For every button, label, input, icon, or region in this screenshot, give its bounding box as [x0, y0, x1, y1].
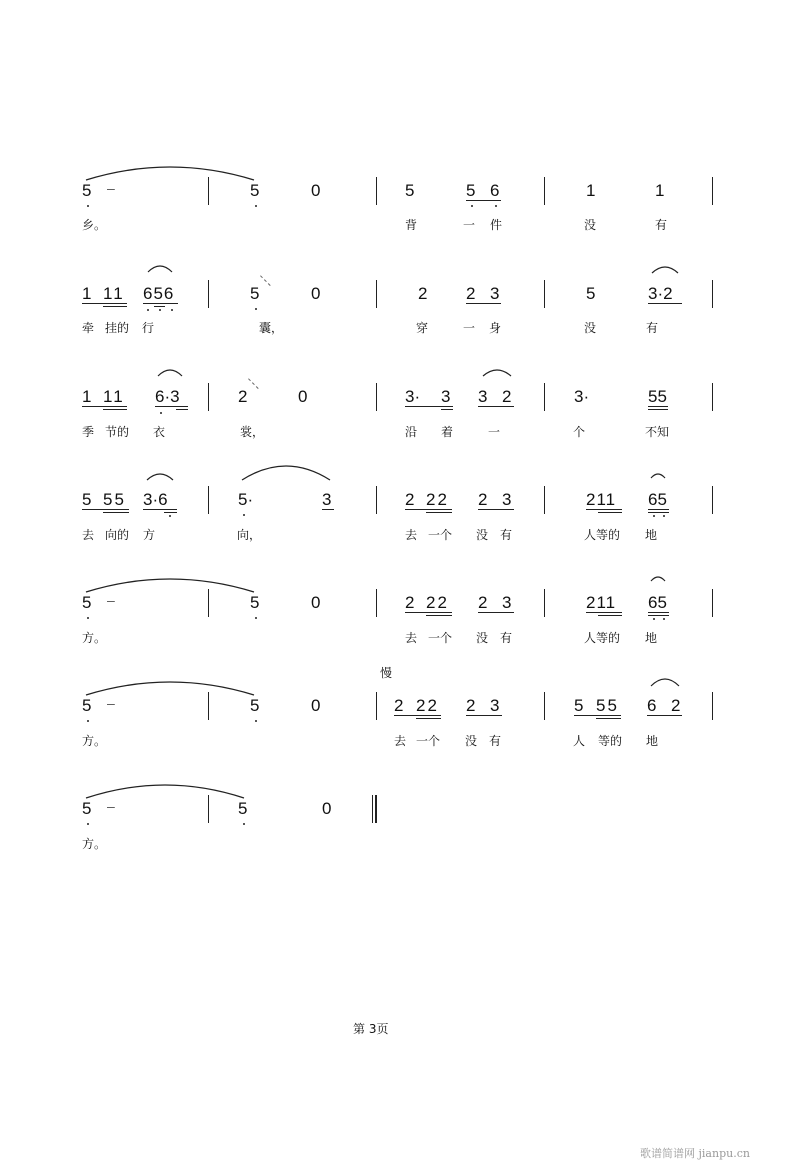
note: 5	[250, 593, 260, 612]
underline	[466, 303, 501, 304]
lyric: 个	[573, 425, 586, 439]
barline	[208, 383, 209, 411]
underline	[426, 512, 452, 513]
underline	[648, 409, 668, 410]
rest: 0	[311, 181, 321, 200]
lyric: 有	[489, 734, 502, 748]
note: 65	[648, 593, 667, 612]
lyric: 人等的	[584, 528, 621, 542]
low-octave-dot	[169, 515, 171, 517]
barline	[208, 692, 209, 720]
final-barline	[372, 795, 377, 823]
barline	[712, 280, 713, 308]
underline	[647, 715, 682, 716]
barline	[208, 795, 209, 823]
lyric: 有	[655, 218, 668, 232]
underline	[416, 718, 441, 719]
underline	[598, 512, 622, 513]
note: 2	[405, 490, 415, 509]
note: 5	[405, 181, 415, 200]
slur	[240, 460, 332, 482]
underline	[574, 715, 621, 716]
low-octave-dot	[87, 823, 89, 825]
lyric: 衣	[153, 425, 166, 439]
lyric: 一	[463, 218, 476, 232]
note: 2	[466, 696, 476, 715]
underline	[405, 509, 452, 510]
underline	[164, 512, 177, 513]
note: 55	[103, 490, 126, 509]
note: 3	[322, 490, 332, 509]
lyric: 没	[584, 321, 597, 335]
underline	[466, 200, 501, 201]
underline	[596, 718, 621, 719]
barline	[712, 177, 713, 205]
lyric: 没	[465, 734, 478, 748]
barline	[544, 486, 545, 514]
note: 3	[502, 490, 512, 509]
slur	[650, 470, 666, 480]
lyric: 有	[500, 631, 513, 645]
lyric: 着	[441, 425, 454, 439]
note: 1	[82, 387, 92, 406]
barline	[376, 589, 377, 617]
watermark: 歌谱简谱网 jianpu.cn	[640, 1147, 750, 1160]
lyric: 一	[463, 321, 476, 335]
underline	[82, 406, 127, 407]
low-octave-dot	[147, 309, 149, 311]
lyric: 去	[405, 631, 418, 645]
lyric: 节的	[105, 425, 130, 439]
slur	[146, 470, 174, 482]
lyric: 去	[394, 734, 407, 748]
lyric: 等的	[598, 734, 623, 748]
note: 5	[82, 593, 92, 612]
low-octave-dot	[255, 308, 257, 310]
underline	[154, 306, 165, 307]
note: 22	[426, 490, 449, 509]
note: 1	[82, 284, 92, 303]
barline	[544, 692, 545, 720]
low-octave-dot	[160, 412, 162, 414]
note: 1	[655, 181, 665, 200]
underline	[648, 615, 669, 616]
lyric: 向的	[105, 528, 130, 542]
low-octave-dot	[243, 514, 245, 516]
lyric: 牵	[82, 321, 95, 335]
note: 11	[103, 387, 125, 406]
note: 2	[502, 387, 512, 406]
underline	[586, 509, 622, 510]
low-octave-dot	[663, 618, 665, 620]
barline	[376, 486, 377, 514]
note: 1	[586, 181, 596, 200]
dash: –	[107, 592, 115, 608]
low-octave-dot	[653, 618, 655, 620]
note: 5	[586, 284, 596, 303]
barline	[376, 383, 377, 411]
lyric: 向，	[237, 528, 262, 542]
underline	[441, 409, 453, 410]
note: 3	[490, 696, 500, 715]
lyric: 方。	[82, 837, 107, 851]
barline	[208, 486, 209, 514]
slur	[84, 778, 246, 800]
low-octave-dot	[87, 205, 89, 207]
note: 211	[586, 593, 617, 612]
note: 55	[596, 696, 619, 715]
underline	[82, 509, 129, 510]
low-octave-dot	[171, 309, 173, 311]
note: 2	[478, 593, 488, 612]
barline	[544, 177, 545, 205]
slur	[482, 366, 512, 378]
rest: 0	[311, 696, 321, 715]
low-octave-dot	[87, 617, 89, 619]
slur	[650, 674, 680, 688]
underline	[143, 509, 177, 510]
slur	[650, 573, 666, 583]
slur	[84, 160, 256, 182]
barline	[712, 589, 713, 617]
note: 2	[478, 490, 488, 509]
barline	[712, 486, 713, 514]
lyric: 没	[476, 528, 489, 542]
underline	[82, 303, 127, 304]
note: 2	[405, 593, 415, 612]
low-octave-dot	[653, 515, 655, 517]
note: 5	[82, 799, 92, 818]
note: 5	[574, 696, 584, 715]
note: 22	[416, 696, 439, 715]
lyric: 一个	[416, 734, 441, 748]
note: 22	[426, 593, 449, 612]
underline	[143, 303, 178, 304]
barline	[544, 383, 545, 411]
lyric: 方。	[82, 734, 107, 748]
dash: –	[107, 180, 115, 196]
slur	[84, 675, 256, 697]
lyric: 地	[646, 734, 659, 748]
barline	[712, 383, 713, 411]
lyric: 方	[143, 528, 156, 542]
dash: –	[107, 798, 115, 814]
tie-mark	[259, 275, 270, 286]
lyric: 乡。	[82, 218, 107, 232]
lyric: 囊，	[259, 321, 284, 335]
note: 3	[441, 387, 451, 406]
note: 3·6	[143, 490, 168, 509]
underline	[426, 615, 452, 616]
lyric: 人	[573, 734, 586, 748]
rest: 0	[311, 284, 321, 303]
low-octave-dot	[471, 205, 473, 207]
low-octave-dot	[495, 205, 497, 207]
underline	[155, 406, 188, 407]
underline	[176, 409, 188, 410]
barline	[712, 692, 713, 720]
page-number: 第 3页	[353, 1022, 389, 1036]
lyric: 件	[490, 218, 503, 232]
underline	[586, 612, 622, 613]
barline	[376, 177, 377, 205]
note: 2	[671, 696, 681, 715]
underline	[405, 406, 453, 407]
low-octave-dot	[255, 205, 257, 207]
lyric: 没	[476, 631, 489, 645]
lyric: 裳，	[240, 425, 265, 439]
lyric: 地	[645, 528, 658, 542]
note: 65	[648, 490, 667, 509]
slur	[84, 572, 256, 594]
note: 5	[250, 181, 260, 200]
lyric: 没	[584, 218, 597, 232]
lyric: 行	[142, 321, 155, 335]
barline	[544, 280, 545, 308]
note: 3	[478, 387, 488, 406]
low-octave-dot	[159, 309, 161, 311]
underline	[394, 715, 441, 716]
underline	[648, 303, 682, 304]
note: 3·	[405, 387, 421, 406]
note: 2	[466, 284, 476, 303]
lyric: 季	[82, 425, 95, 439]
underline	[648, 509, 669, 510]
underline	[648, 612, 669, 613]
barline	[544, 589, 545, 617]
low-octave-dot	[255, 617, 257, 619]
underline	[103, 306, 127, 307]
note: 211	[586, 490, 617, 509]
note: 656	[143, 284, 175, 303]
lyric: 一个	[428, 528, 453, 542]
note: 5	[82, 490, 92, 509]
dash: –	[107, 695, 115, 711]
lyric: 穿	[416, 321, 429, 335]
note: 2	[238, 387, 248, 406]
lyric: 方。	[82, 631, 107, 645]
lyric: 沿	[405, 425, 418, 439]
underline	[598, 615, 622, 616]
tempo-marking: 慢	[380, 666, 393, 680]
lyric: 去	[82, 528, 95, 542]
note: 6·3	[155, 387, 180, 406]
low-octave-dot	[255, 720, 257, 722]
barline	[376, 280, 377, 308]
slur	[651, 263, 679, 275]
rest: 0	[311, 593, 321, 612]
note: 5·	[238, 490, 254, 509]
lyric: 一个	[428, 631, 453, 645]
rest: 0	[322, 799, 332, 818]
lyric: 有	[500, 528, 513, 542]
note: 3	[490, 284, 500, 303]
note: 5	[238, 799, 248, 818]
note: 5	[250, 284, 260, 303]
note: 2	[394, 696, 404, 715]
note: 3	[502, 593, 512, 612]
underline	[103, 512, 129, 513]
note: 55	[648, 387, 667, 406]
note: 6	[490, 181, 500, 200]
lyric: 去	[405, 528, 418, 542]
lyric: 不知	[645, 425, 670, 439]
barline	[208, 589, 209, 617]
note: 5	[466, 181, 476, 200]
rest: 0	[298, 387, 308, 406]
note: 2	[418, 284, 428, 303]
underline	[648, 512, 669, 513]
lyric: 人等的	[584, 631, 621, 645]
underline	[478, 406, 514, 407]
note: 5	[82, 181, 92, 200]
lyric: 地	[645, 631, 658, 645]
tie-mark	[247, 378, 258, 389]
barline	[376, 692, 377, 720]
low-octave-dot	[87, 720, 89, 722]
lyric: 有	[646, 321, 659, 335]
note: 3·	[574, 387, 590, 406]
underline	[648, 406, 668, 407]
note: 5	[82, 696, 92, 715]
note: 3·2	[648, 284, 673, 303]
barline	[208, 177, 209, 205]
lyric: 挂的	[105, 321, 130, 335]
note: 11	[103, 284, 125, 303]
underline	[103, 409, 127, 410]
barline	[208, 280, 209, 308]
low-octave-dot	[663, 515, 665, 517]
underline	[478, 612, 514, 613]
underline	[478, 509, 514, 510]
low-octave-dot	[243, 823, 245, 825]
slur	[157, 366, 183, 378]
lyric: 身	[489, 321, 502, 335]
underline	[466, 715, 502, 716]
lyric: 一	[488, 425, 501, 439]
slur	[147, 262, 173, 274]
lyric: 背	[405, 218, 418, 232]
underline	[405, 612, 452, 613]
underline	[322, 509, 334, 510]
note: 5	[250, 696, 260, 715]
note: 6	[647, 696, 657, 715]
